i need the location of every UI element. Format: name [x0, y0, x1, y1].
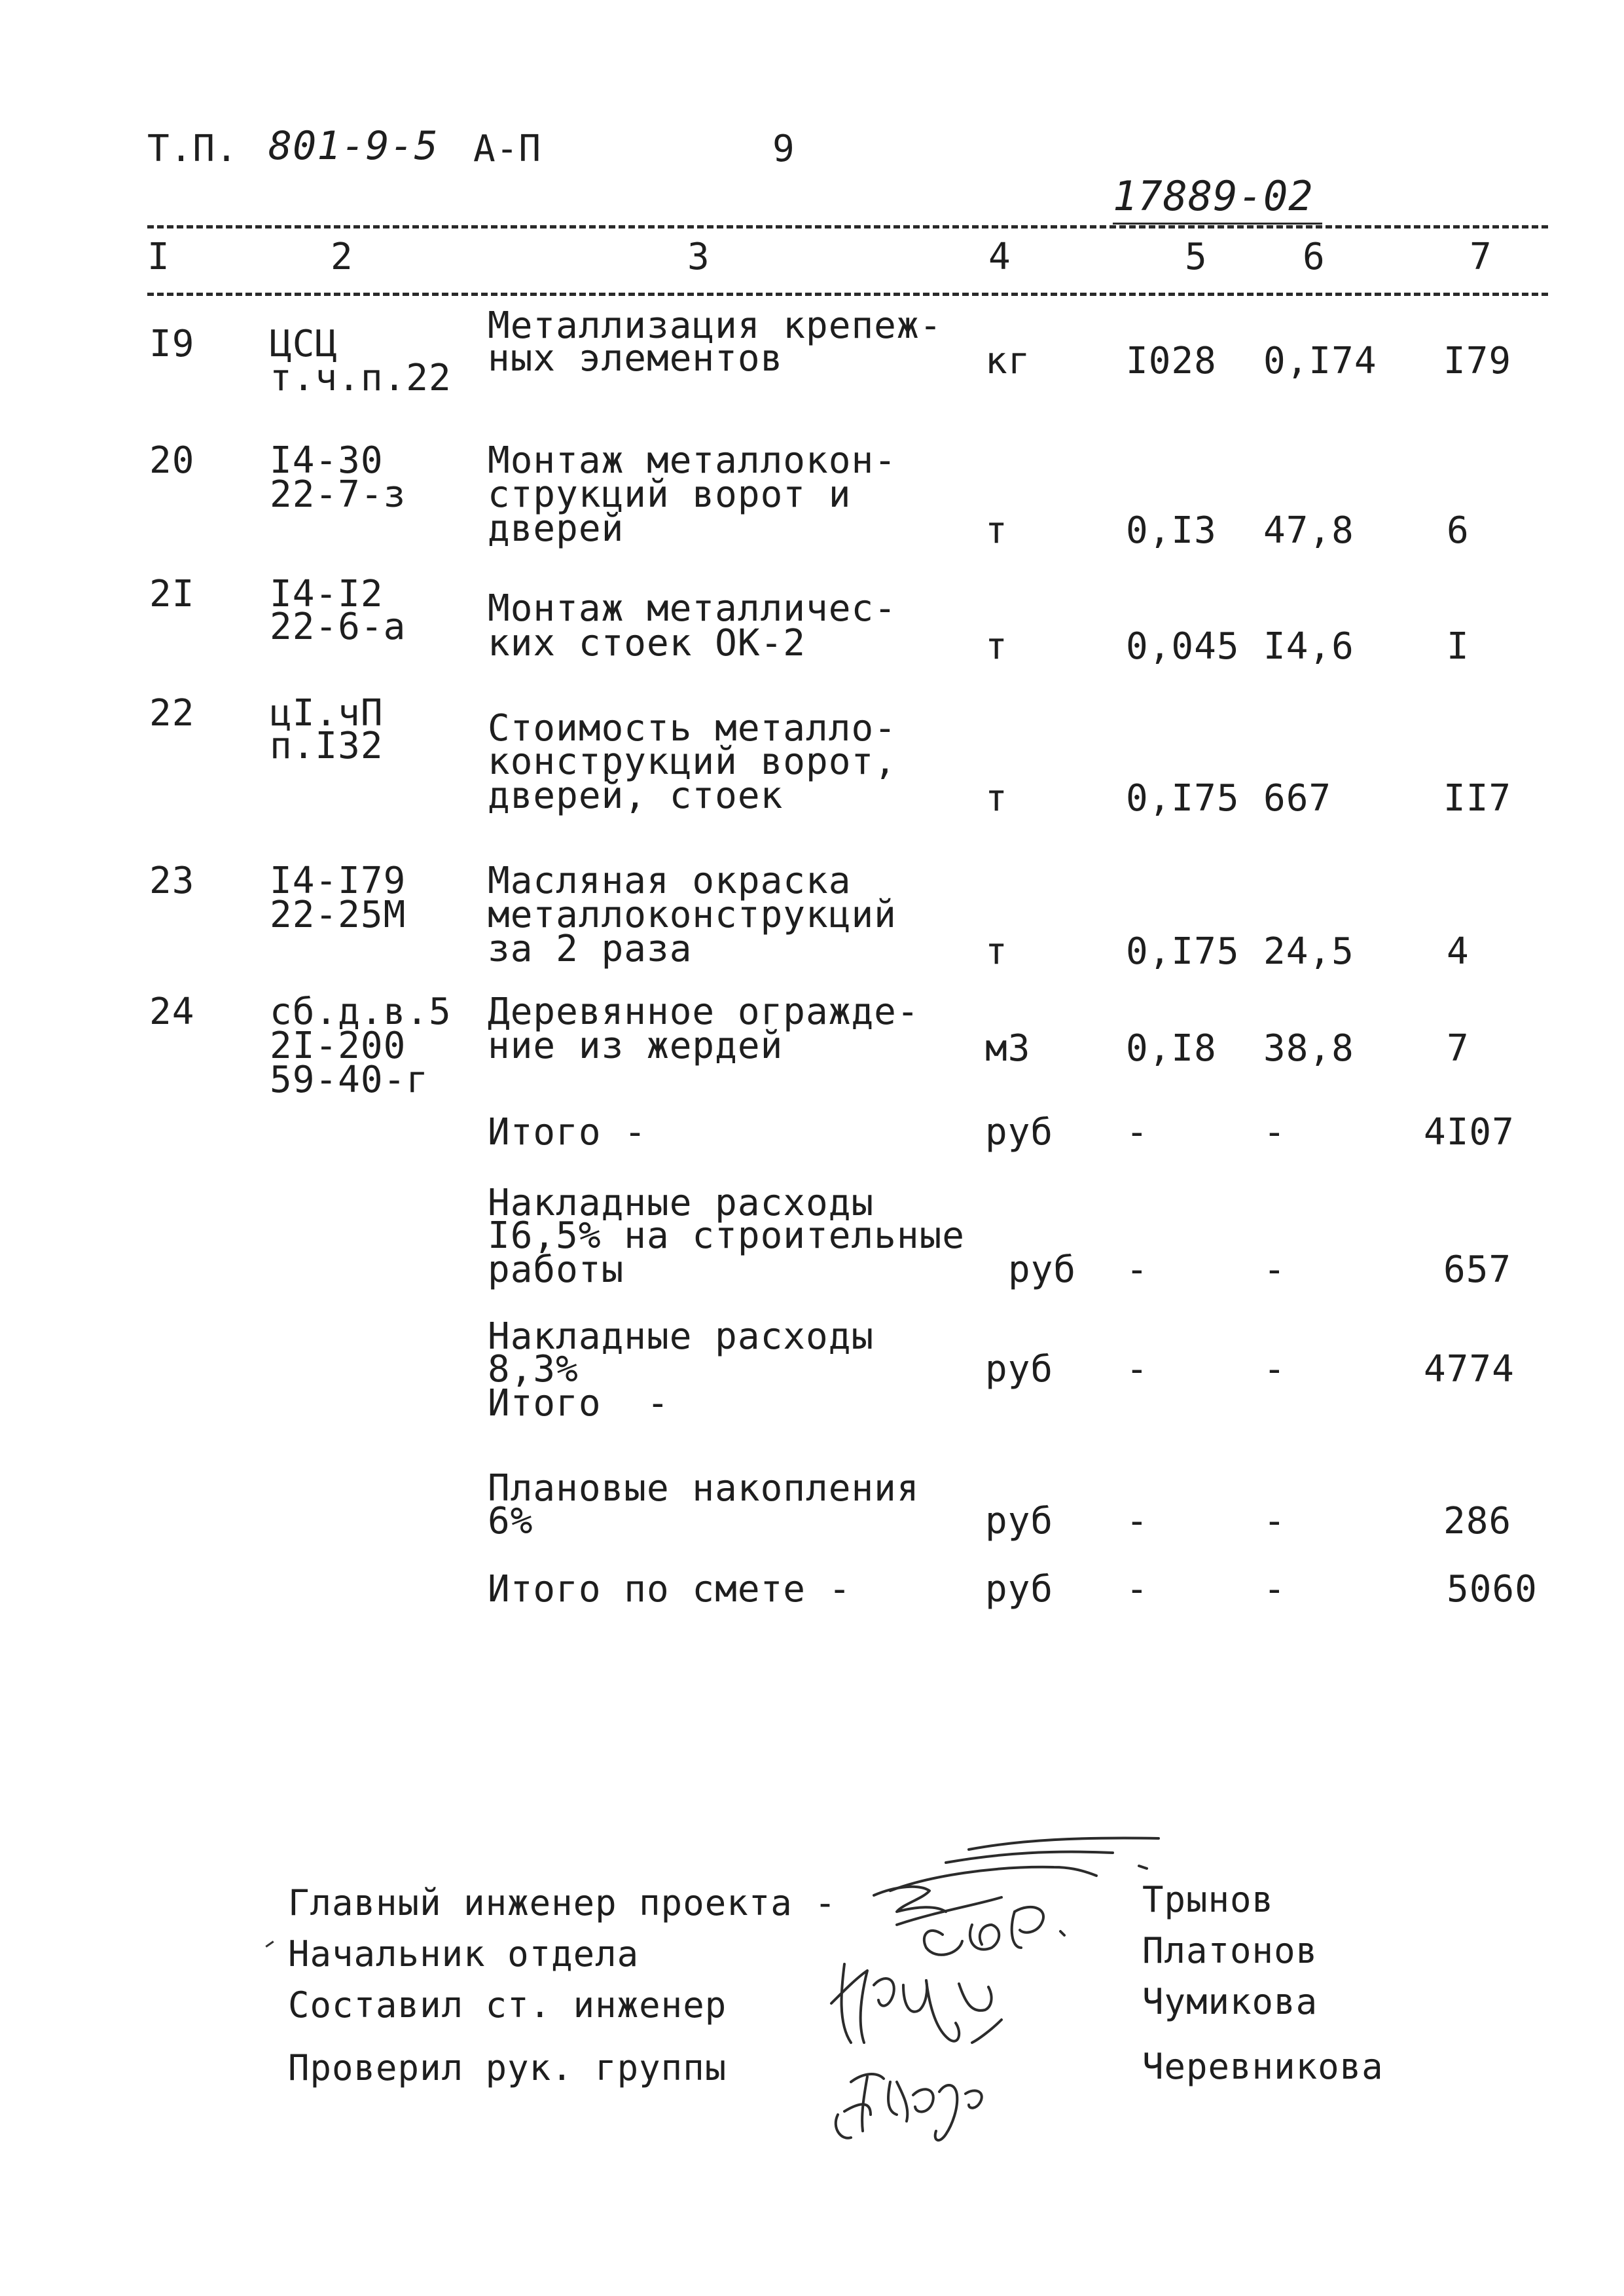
summary-price: - [1263, 1348, 1286, 1391]
summary-price: - [1263, 1568, 1286, 1611]
row-code-line: п.I32 [270, 725, 384, 767]
row-number: 22 [149, 692, 195, 735]
inventory-underline [1113, 223, 1322, 225]
signer-name: Чумикова [1142, 1981, 1318, 2022]
col-header-1: I [147, 236, 170, 278]
row-name-line: ких стоек ОК-2 [488, 622, 806, 665]
row-name-line: металлоконструкций [488, 894, 897, 936]
row-unit: т [985, 777, 1008, 820]
col-header-6: 6 [1303, 236, 1326, 278]
row-name-line: Стоимость металло- [488, 707, 897, 750]
summary-name-line: Итого - [488, 1382, 670, 1425]
row-total: I [1447, 625, 1470, 668]
row-total: I79 [1443, 340, 1512, 382]
row-unit: кг [985, 340, 1031, 382]
row-name-line: за 2 раза [488, 928, 693, 970]
row-price: I4,6 [1263, 625, 1354, 668]
row-qty: 0,I8 [1126, 1027, 1217, 1070]
signer-name: Черевникова [1142, 2046, 1384, 2087]
summary-qty: - [1126, 1111, 1149, 1154]
row-code-line: т.ч.п.22 [270, 357, 452, 399]
summary-name-line: Плановые накопления [488, 1467, 920, 1510]
summary-total: 4774 [1424, 1348, 1515, 1391]
row-total: 6 [1447, 509, 1470, 552]
summary-price: - [1263, 1111, 1286, 1154]
col-header-5: 5 [1185, 236, 1208, 278]
summary-total: 286 [1443, 1500, 1512, 1542]
handwritten-signatures [805, 1813, 1172, 2154]
row-price: 0,I74 [1263, 340, 1377, 382]
col-header-4: 4 [988, 236, 1011, 278]
inventory-number: 17889-02 [1113, 172, 1314, 220]
row-total: 4 [1447, 930, 1470, 973]
summary-name-line: работы [488, 1248, 624, 1291]
row-unit: т [985, 509, 1008, 552]
row-name-line: ных элементов [488, 337, 784, 380]
summary-total: 5060 [1447, 1568, 1538, 1611]
row-name-line: дверей [488, 507, 624, 550]
page-number: 9 [772, 128, 795, 170]
col-header-7: 7 [1470, 236, 1492, 278]
row-name-line: Металлизация крепеж- [488, 304, 943, 347]
row-price: 24,5 [1263, 930, 1354, 973]
summary-name-line: Итого - [488, 1111, 647, 1154]
col-header-2: 2 [331, 236, 353, 278]
signer-name: Платонов [1142, 1930, 1318, 1971]
row-code-line: 22-7-з [270, 473, 406, 516]
row-number: 20 [149, 439, 195, 482]
row-qty: I028 [1126, 340, 1217, 382]
summary-unit: руб [985, 1568, 1054, 1611]
row-name-line: Монтаж металлокон- [488, 439, 897, 482]
row-code-line: I4-I79 [270, 860, 406, 902]
row-name-line: ние из жердей [488, 1025, 784, 1067]
summary-qty: - [1126, 1348, 1149, 1391]
row-code-line: цI.чП [270, 692, 384, 735]
row-qty: 0,045 [1126, 625, 1240, 668]
header-bottom-rule [147, 293, 1548, 296]
summary-name-line: I6,5% на строительные [488, 1214, 965, 1257]
row-total: II7 [1443, 777, 1512, 820]
summary-qty: - [1126, 1568, 1149, 1611]
signer-role: Проверил рук. группы [288, 2047, 727, 2088]
summary-unit: руб [985, 1111, 1054, 1154]
row-name-line: Монтаж металличес- [488, 587, 897, 630]
row-number: I9 [149, 323, 195, 365]
row-code-line: 22-25М [270, 894, 406, 936]
signer-role: Главный инженер проекта - [288, 1882, 837, 1923]
summary-price: - [1263, 1500, 1286, 1542]
row-name-line: дверей, стоек [488, 774, 784, 817]
row-unit: т [985, 625, 1008, 668]
tp-label: Т.П. [147, 128, 238, 170]
signer-role: Составил ст. инженер [288, 1984, 727, 2026]
row-unit: т [985, 930, 1008, 973]
row-code-line: 59-40-г [270, 1059, 429, 1101]
row-total: 7 [1447, 1027, 1470, 1070]
summary-unit: руб [985, 1348, 1054, 1391]
row-code-line: сб.д.в.5 [270, 991, 452, 1033]
album-label: А-П [473, 128, 542, 170]
row-code-line: ЦСЦ [270, 323, 338, 365]
row-price: 667 [1263, 777, 1332, 820]
row-price: 38,8 [1263, 1027, 1354, 1070]
summary-price: - [1263, 1248, 1286, 1291]
tp-number: 801-9-5 [268, 123, 439, 169]
row-name-line: Масляная окраска [488, 860, 852, 902]
col-header-3: 3 [687, 236, 710, 278]
row-number: 23 [149, 860, 195, 902]
row-qty: 0,I75 [1126, 777, 1240, 820]
row-name-line: Деревянное огражде- [488, 991, 920, 1033]
row-code-line: 2I-200 [270, 1025, 406, 1067]
row-qty: 0,I75 [1126, 930, 1240, 973]
header-top-rule [147, 225, 1548, 228]
row-code-line: I4-I2 [270, 573, 384, 615]
summary-qty: - [1126, 1248, 1149, 1291]
summary-name-line: Накладные расходы [488, 1182, 875, 1224]
summary-unit: руб [1008, 1248, 1077, 1291]
row-name-line: конструкций ворот, [488, 740, 897, 783]
summary-name-line: 6% [488, 1500, 533, 1542]
tick-mark [265, 1941, 274, 1947]
summary-unit: руб [985, 1500, 1054, 1542]
row-number: 24 [149, 991, 195, 1033]
row-price: 47,8 [1263, 509, 1354, 552]
row-code-line: 22-6-а [270, 606, 406, 648]
summary-qty: - [1126, 1500, 1149, 1542]
row-code-line: I4-30 [270, 439, 384, 482]
signer-role: Начальник отдела [288, 1933, 640, 1975]
summary-name-line: Итого по смете - [488, 1568, 852, 1611]
summary-total: 4I07 [1424, 1111, 1515, 1154]
summary-name-line: 8,3% [488, 1348, 579, 1391]
row-name-line: струкций ворот и [488, 473, 852, 516]
row-qty: 0,I3 [1126, 509, 1217, 552]
row-unit: м3 [985, 1027, 1031, 1070]
summary-name-line: Накладные расходы [488, 1315, 875, 1358]
row-number: 2I [149, 573, 195, 615]
signer-name: Трынов [1142, 1879, 1274, 1920]
summary-total: 657 [1443, 1248, 1512, 1291]
